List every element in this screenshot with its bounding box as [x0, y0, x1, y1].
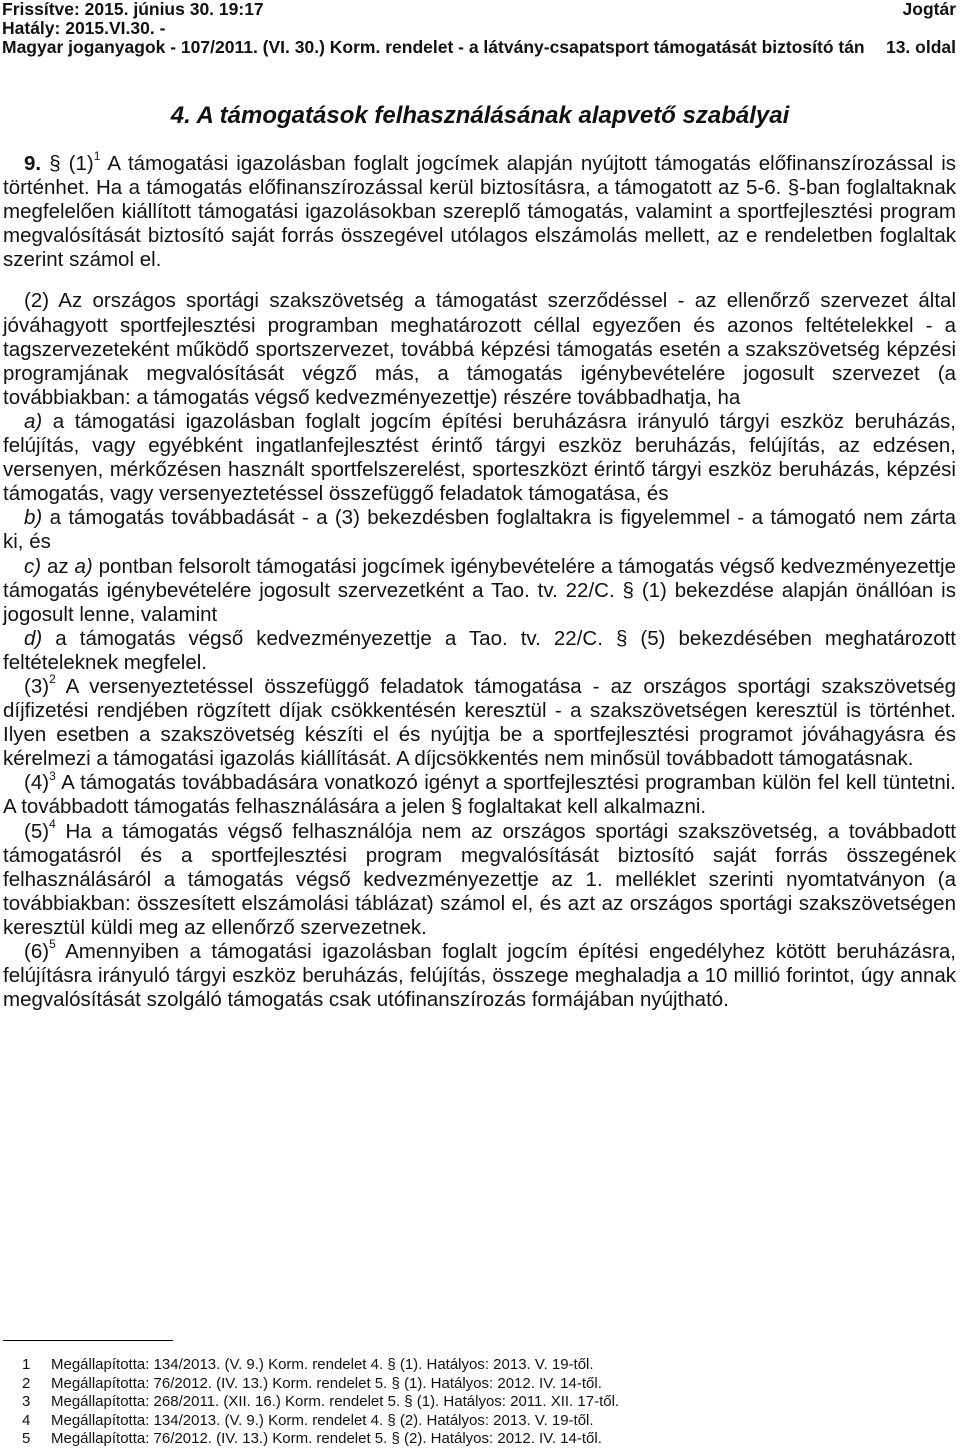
brand-label: Jogtár — [902, 0, 956, 19]
footnote-divider — [3, 1340, 173, 1341]
subsection-number: (6) — [24, 940, 50, 963]
subsection-number: (3) — [24, 674, 50, 698]
footnote-number: 3 — [22, 1393, 31, 1410]
footnotes — [22, 1356, 922, 1449]
paragraph-text: A versenyeztetéssel összefüggő feladatok támogatása - az országos sportági szakszövetség díjfizetési rendjében rögzített díjak csökkentésén keresztül - a szakszövetségen keresztül is történhet. Ilyen esetben a szakszövetség készíti el és nyújtja be a sportfejlesztési programot jóváhagyásra és kérelmezi a támogatási igazolás kiállítását. A díjcsökkentés nem minősül továbbadott támogatásnak. — [3, 674, 956, 771]
page-header — [2, 0, 956, 57]
section-symbol: § — [49, 152, 61, 175]
updated-date: Frissítve: 2015. június 30. 19:17 — [2, 0, 264, 19]
paragraph-9-1 — [3, 149, 956, 272]
paragraph-6 — [3, 937, 956, 1012]
footnote-number: 5 — [22, 1430, 31, 1447]
footnote-ref[interactable]: 2 — [49, 672, 56, 687]
point-label: a) — [24, 409, 43, 433]
footnote-text: Megállapította: 134/2013. (V. 9.) Korm. rendelet 4. § (1). Hatályos: 2013. V. 19-től. — [51, 1356, 594, 1373]
subsection-number: (5) — [24, 819, 50, 843]
point-text: a támogatás végső kedvezményezettje a Tao. tv. 22/C. § (5) bekezdésében meghatározott feltételeknek megfelel. — [3, 626, 956, 674]
paragraph-text: (2) Az országos sportági szakszövetség a támogatást szerződéssel - az ellenőrző szervezet által jóváhagyott sportfejlesztési programban meghatározott céllal egyezően és azonos feltételekkel - a tagszervezeteként működő sportszervezet, továbbá képzési támogatás esetén a szakszövetség képzési programjának megvalósítását végző más, a támogatás igénybevételére jogosult szervezet (a továbbiakban: a támogatás végső kedvezményezettje) részére továbbadhatja, ha — [3, 289, 956, 409]
document-body — [3, 149, 956, 1012]
point-label: c) — [24, 554, 42, 578]
point-text: az — [46, 554, 69, 578]
footnote-item — [22, 1412, 922, 1431]
footnote-ref[interactable]: 5 — [49, 937, 56, 952]
paragraph-4 — [3, 768, 956, 819]
footnote-text: Megállapította: 134/2013. (V. 9.) Korm. rendelet 4. § (2). Hatályos: 2013. V. 19-től. — [51, 1411, 594, 1429]
paragraph-text: A támogatási igazolásban foglalt jogcímek alapján nyújtott támogatás előfinanszírozással is történhet. Ha a támogatás előfinanszírozással kerül biztosításra, a támogatott az 5-6. §-ban foglaltaknak megfelelően kiállított támogatási igazolásokban szereplő támogatás, valamint a sportfejlesztési program megvalósítását biztosító saját forrás összegével utólagos elszámolás mellett, az e rendeletben foglaltak szerint számol el. — [3, 152, 956, 272]
point-label: d) — [24, 626, 43, 650]
footnote-text: Megállapította: 76/2012. (IV. 13.) Korm. rendelet 5. § (1). Hatályos: 2012. IV. 14-től. — [51, 1374, 602, 1392]
footnote-item — [22, 1430, 922, 1449]
footnote-item — [22, 1356, 922, 1375]
document-title: Magyar joganyagok - 107/2011. (VI. 30.) Korm. rendelet - a látvány-csapatsport támogatását biztosító tán — [2, 38, 865, 57]
page-number: 13. oldal — [885, 37, 956, 57]
paragraph-text: A támogatás továbbadására vonatkozó igényt a sportfejlesztési programban külön fel kell tüntetni. A továbbadott támogatás felhasználására a jelen § foglaltakat kell alkalmazni. — [3, 771, 956, 819]
point-a — [3, 410, 956, 506]
footnote-text: Megállapította: 76/2012. (IV. 13.) Korm. rendelet 5. § (2). Hatályos: 2012. IV. 14-től. — [51, 1430, 602, 1447]
footnote-number: 4 — [22, 1411, 31, 1429]
point-text: pontban felsorolt támogatási jogcímek igénybevételére a támogatás végső kedvezményezettje támogatás igénybevételére jogosult szervezetként a Tao. tv. 22/C. § (1) bekezdése alapján önállóan is jogosult lenne, valamint — [3, 554, 956, 626]
effective-date: Hatály: 2015.VI.30. - — [2, 18, 166, 38]
point-b — [3, 506, 956, 554]
paragraph-5 — [3, 816, 956, 940]
footnote-item — [22, 1393, 922, 1412]
point-d — [3, 627, 956, 675]
footnote-ref[interactable]: 4 — [49, 816, 56, 831]
point-c — [3, 555, 956, 627]
footnote-number: 1 — [22, 1356, 31, 1373]
subsection-number: (1) — [68, 152, 94, 175]
footnote-text: Megállapította: 268/2011. (XII. 16.) Korm. rendelet 5. § (1). Hatályos: 2011. XII. 17-től. — [51, 1393, 620, 1410]
section-title: 4. A támogatások felhasználásának alapvető szabályai — [170, 102, 790, 129]
paragraph-number: 9. — [24, 152, 42, 175]
paragraph-text: Amennyiben a támogatási igazolásban foglalt jogcím építési engedélyhez kötött beruházásra, felújításra irányuló tárgyi eszköz beruházás, felújítás, összege meghaladja a 10 millió forintot, úgy annak megvalósítását szolgáló támogatás csak utófinanszírozás formájában nyújtható. — [3, 940, 956, 1012]
footnote-ref[interactable]: 3 — [49, 768, 56, 783]
subsection-number: (4) — [24, 771, 50, 795]
footnote-item — [22, 1375, 922, 1394]
point-text: a támogatási igazolásban foglalt jogcím építési beruházásra irányuló tárgyi eszköz beruházás, felújítás, vagy egyébként ingatlanfejlesztést érintő tárgyi eszköz beruházás, felújítás, az edzésen, versenyen, mérkőzésen használt sportfelszerelést, sporteszközt érintő tárgyi eszköz beruházás, képzési támogatás, vagy versenyeztetéssel összefüggő feladatok támogatása, és — [3, 409, 956, 506]
point-text: a támogatás továbbadását - a (3) bekezdésben foglaltakra is figyelemmel - a támogató nem zárta ki, és — [3, 506, 956, 554]
point-label: b) — [24, 506, 43, 530]
footnote-number: 2 — [22, 1374, 31, 1392]
paragraph-2 — [3, 289, 956, 409]
point-reference: a) — [74, 554, 93, 578]
footnote-ref[interactable]: 1 — [93, 149, 101, 164]
paragraph-text: Ha a támogatás végső felhasználója nem az országos sportági szakszövetség, a továbbadott támogatásról és a sportfejlesztési program megvalósítását biztosító saját forrás összegének felhasználásáról a támogatás végső kedvezményezettje az 1. melléklet szerinti nyomtatványon (a továbbiakban: összesített elszámolási táblázat) számol el, és azt az országos sportági szakszövetségen keresztül küldi meg az ellenőrző szervezetnek. — [3, 819, 956, 939]
paragraph-3 — [3, 672, 956, 771]
